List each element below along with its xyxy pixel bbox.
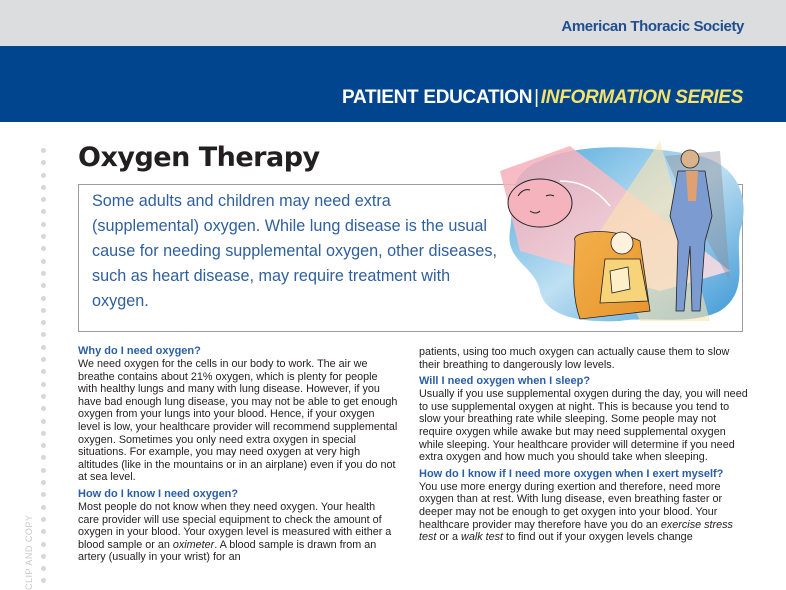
cut-line-dots [41, 148, 47, 590]
cut-dot [41, 148, 46, 153]
section-body-exertion [419, 481, 749, 544]
body-text: to find out if your oxygen levels change [503, 531, 693, 544]
header-blue-band [0, 46, 786, 122]
cut-dot [41, 197, 46, 202]
header-top-band [0, 0, 786, 46]
section-heading-why-oxygen: Why do I need oxygen? [78, 345, 201, 357]
cut-dot [41, 369, 46, 374]
cut-dot [41, 271, 46, 276]
cut-dot [41, 542, 46, 547]
section-body-why-oxygen: We need oxygen for the cells in our body to work. The air we breathe contains about 21% oxygen, which is plenty for people with healthy lungs and many with lung disease. However, if you have bad enough lung disease, you may not be able to get enough oxygen from your lungs into your blood. Hence, if your oxygen level is low, your healthcare provider will recommend supplemental oxygen. Sometimes you only need extra oxygen in special situations. For example, you may need oxygen at very high altitudes (like in the mountains or in an airplane) even if you do not at sea level. [78, 358, 398, 484]
cut-dot [41, 406, 46, 411]
emphasis-walk-test: walk test [461, 531, 504, 544]
section-heading-exertion: How do I know if I need more oxygen when I exert myself? [419, 467, 724, 480]
cut-dot [41, 283, 46, 288]
cut-dot [41, 246, 46, 251]
body-text: Most people do not know when they need oxygen. Your health care provider will use special equipment to check the amount of oxygen in your blood. Your oxygen level is measured with either a blood sample or an [78, 500, 392, 551]
cut-dot [41, 394, 46, 399]
continued-text: patients, using too much oxygen can actually cause them to slow their breathing to dangerously low levels. [419, 346, 730, 371]
section-body-sleep: Usually if you use supplemental oxygen during the day, you will need to use supplemental oxygen at night. This is because you tend to slow your breathing rate while sleeping. Some people may not require oxygen while awake but may need supplemental oxygen while sleeping. Your healthcare provider will determine if you need extra oxygen and how much you should take when sleeping. [419, 388, 748, 464]
cut-dot [41, 308, 46, 313]
cut-dot [41, 431, 46, 436]
cut-dot [41, 160, 46, 165]
cut-dot [41, 382, 46, 387]
cut-dot [41, 566, 46, 571]
right-column [419, 346, 749, 548]
cut-dot [41, 173, 46, 178]
cut-dot [41, 517, 46, 522]
cut-dot [41, 320, 46, 325]
cut-dot [41, 259, 46, 264]
cut-dot [41, 468, 46, 473]
cut-dot [41, 296, 46, 301]
page-title: Oxygen Therapy [78, 142, 320, 173]
series-title [342, 87, 743, 109]
cut-dot [41, 419, 46, 424]
oxygen-therapy-illustration [500, 141, 750, 323]
cut-dot [41, 529, 46, 534]
cut-dot [41, 209, 46, 214]
cut-dot [41, 332, 46, 337]
cut-dot [41, 455, 46, 460]
clip-and-copy-label: CLIP AND COPY [24, 514, 34, 590]
emphasis-exercise-stress-test: exercise stress test [419, 518, 733, 544]
body-text: . A blood sample is drawn from an artery (usually in your wrist) for an [78, 538, 377, 564]
cut-dot [41, 222, 46, 227]
series-name: INFORMATION SERIES [540, 87, 743, 108]
cut-dot [41, 234, 46, 239]
body-text: or a [436, 531, 462, 544]
cut-dot [41, 443, 46, 448]
series-divider: | [534, 87, 539, 108]
cut-dot [41, 554, 46, 559]
section-heading-how-know: How do I know I need oxygen? [78, 487, 239, 500]
cut-dot [41, 345, 46, 350]
cut-dot [41, 480, 46, 485]
intro-text: Some adults and children may need extra (supplemental) oxygen. While lung disease is the usual cause for needing supplemental oxygen, other diseases, such as heart disease, may require treatment with oxygen. [92, 192, 497, 310]
section-body-how-know [78, 501, 398, 564]
cut-dot [41, 578, 46, 583]
series-prefix: PATIENT EDUCATION [341, 87, 533, 108]
cut-dot [41, 357, 46, 362]
cut-dot [41, 492, 46, 497]
cut-dot [41, 185, 46, 190]
section-heading-sleep: Will I need oxygen when I sleep? [419, 375, 591, 388]
organization-name: American Thoracic Society [561, 18, 744, 35]
cut-dot [41, 505, 46, 510]
left-column [78, 345, 398, 568]
body-text: You use more energy during exertion and therefore, need more oxygen than at rest. With lung disease, even breathing faster or deeper may not be enough to get oxygen into your blood. Your healthcare provider may therefore have you do an [419, 480, 723, 531]
emphasis-oximeter: oximeter [172, 538, 215, 551]
